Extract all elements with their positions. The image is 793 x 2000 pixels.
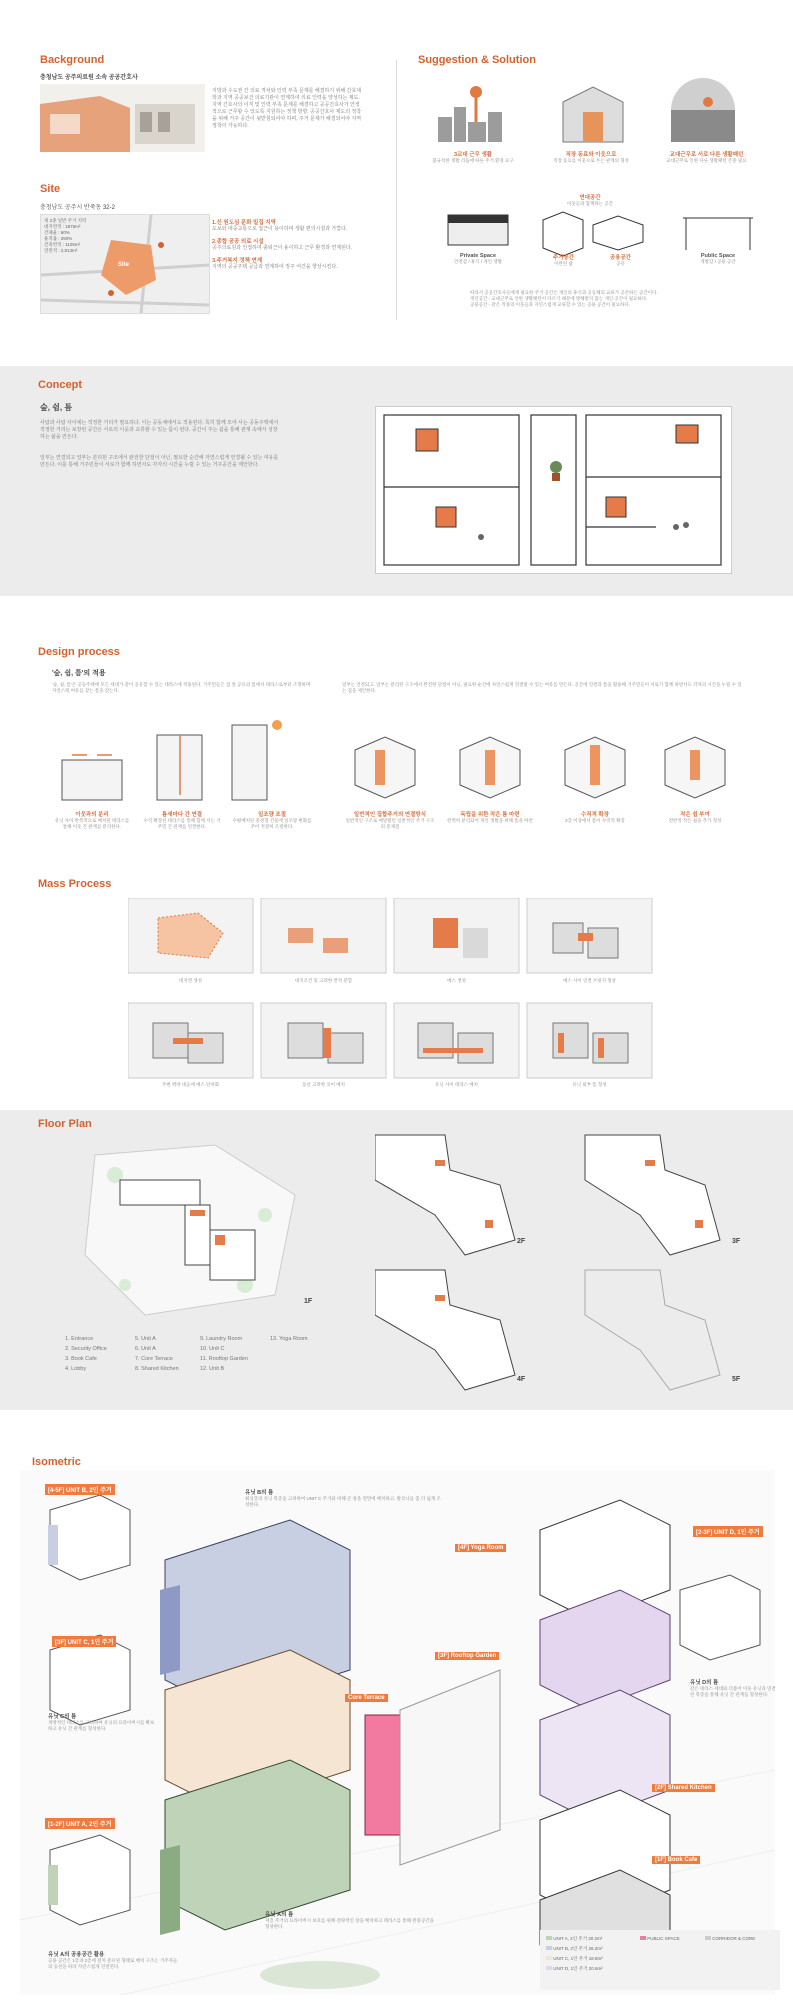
suggestion-center (540, 193, 640, 207)
iso-legend-label: CORRIDOR & CORE (712, 1936, 756, 1941)
design-step (445, 810, 535, 824)
site-map-label: Site (118, 262, 130, 268)
suggestion-footer-line: 따라서 공공간호사들에게 필요한 주거 공간은 개인의 휴식과 공동체의 교류가 공존하는 공간이다. (470, 290, 658, 295)
design-step (142, 810, 222, 830)
iso-legend-area: 18.8m² (588, 1956, 603, 1961)
suggestion-footer (470, 290, 760, 308)
design-step-title: 독립을 위한 작은 틈 마련 (460, 812, 520, 818)
site-info-line: 대지면적 : 1875m² (44, 224, 81, 229)
suggestion-bottom-title: 주거공간 (552, 255, 575, 261)
site-point-text: 공주의료원과 인접하여 출퇴근이 용이하고 근무 환경과 연계된다. (212, 245, 353, 251)
floor-label: 1F (304, 1298, 313, 1305)
design-step-text: 완벽히 분리되어 개인 생활을 위해 틈을 마련 (447, 818, 533, 823)
iso-legend-item (640, 1936, 680, 1941)
background-image (40, 84, 205, 152)
floor-legend-item: 1. Entrance (65, 1336, 94, 1342)
mass-caption: 동선 고려한 코어 배치 (302, 1082, 345, 1087)
design-step (550, 810, 640, 824)
legend-swatch-icon (705, 1936, 711, 1940)
iso-legend-label: UNIT A, 2인 주거 (553, 1936, 587, 1941)
iso-tag-yoga: [4F] Yoga Room (455, 1544, 506, 1552)
suggestion-footer-line: 공용공간 - 같은 직종의 이웃들과 자연스럽게 교류할 수 있는 공용 공간이 필요하다. (470, 302, 630, 307)
legend-swatch-icon (546, 1946, 552, 1950)
suggestion-item-text: 직장 동료를 이웃으로 두는 관계의 형성 (553, 158, 629, 163)
floor-legend-item: 10. Unit C (200, 1346, 225, 1352)
iso-legend-item (546, 1936, 602, 1942)
iso-note-title: 유닛 B의 틈 (245, 1490, 274, 1496)
mass-caption: 대지면 생성 (179, 978, 202, 983)
site-address: 충청남도 공주시 반죽동 32-2 (40, 205, 115, 211)
suggestion-bottom-text: 이완된 삶 (554, 261, 573, 266)
mass-title: Mass Process (38, 878, 112, 890)
iso-legend (540, 1930, 780, 1990)
site-info-line: 제 2종 일반 주거 지역 (44, 218, 87, 223)
design-step (345, 810, 435, 830)
legend-swatch-icon (546, 1956, 552, 1960)
suggestion-bottom-text: 개방감 / 공용 공간 (700, 259, 736, 264)
background-text: 지방과 수도권 간 의료 격차와 인력 부족 문제를 해결하기 위해 간호대학과 지역 공공보건 의료기관이 연계하여 의료 인력을 양성하는 제도. 지역 간호사의 이직 및 인력 부족 문제를 해결하고 공공간호사가 안정적으로 근무할 수 있도록 지원하는 정책 방향. 공공간호사 제도의 정착을 위해 거주 공간이 뒷받침되어야 하며, 주거 문제가 해결되어야 지역 정착이 가능하다. (212, 88, 362, 129)
mass-caption: 매스 생성 (447, 978, 466, 983)
iso-note-title: 유닛 A의 틈 (265, 1912, 294, 1918)
design-step (232, 810, 312, 830)
iso-legend-label: UNIT B, 2인 주거 (553, 1946, 588, 1951)
site-point-title: 3.주거복지 정책 연계 (212, 258, 263, 264)
site-point-text: 도보와 대중교통으로 접근이 용이하며 생활 편의시설과 가깝다. (212, 226, 348, 232)
floor-legend-item: 3. Book Cafe (65, 1356, 97, 1362)
floor-legend-item: 6. Unit A (135, 1346, 156, 1352)
floor-legend-item: 4. Lobby (65, 1366, 87, 1372)
iso-legend-label: PUBLIC SPACE (647, 1936, 680, 1941)
suggestion-item-title: 교대근무로 서로 다른 생활패턴 (669, 152, 744, 158)
iso-note (48, 1950, 178, 1970)
floor-plan-1f (65, 1135, 325, 1325)
iso-legend-label: UNIT C, 1인 주거 (553, 1956, 588, 1961)
concept-sketch (375, 406, 732, 574)
suggestion-item (536, 150, 646, 164)
suggestion-bottom-title: Public Space (700, 253, 736, 259)
floor-legend-item: 11. Rooftop Garden (200, 1356, 248, 1362)
suggestion-item (650, 150, 763, 164)
iso-title: Isometric (32, 1456, 81, 1468)
concept-title: Concept (38, 379, 82, 391)
iso-legend-area: 30.2m² (588, 1936, 603, 1941)
suggestion-center-title: 연대공간 (579, 195, 601, 201)
suggestion-item-text: 불규칙한 생활 리듬에 따른 주거 환경 요구 (432, 158, 514, 163)
iso-legend-area: 26.2m² (588, 1946, 603, 1951)
site-point-title: 1.신 원도심 문화 밀집 지역 (212, 220, 276, 226)
iso-note-title: 유닛 D의 틈 (690, 1680, 719, 1686)
legend-swatch-icon (640, 1936, 646, 1940)
iso-tag-kitchen: [2F] Shared Kitchen (652, 1784, 715, 1792)
legend-swatch-icon (546, 1966, 552, 1970)
design-step-text: 일반적인 구조로 매달렸던 일반적인 주거 구조의 문제점 (345, 818, 435, 829)
iso-legend-area: 20.6m² (588, 1966, 603, 1971)
suggestion-bottom-text: 공유 (616, 261, 625, 266)
design-title: Design process (38, 646, 120, 658)
legend-swatch-icon (546, 1936, 552, 1940)
design-step-title: 수직적 확장 (580, 812, 610, 818)
suggestion-item-title: 3교대 근무 생활 (454, 152, 492, 158)
site-points (212, 218, 362, 271)
floor-legend-item: 5. Unit A (135, 1336, 156, 1342)
iso-legend-item (546, 1956, 603, 1962)
floor-title: Floor Plan (38, 1118, 92, 1130)
site-info-line: 용적률 : 250% (44, 236, 73, 241)
site-info-line: 건폐율 : 60% (44, 230, 70, 235)
iso-legend-item (546, 1946, 603, 1952)
iso-note (245, 1488, 445, 1508)
iso-legend-label: UNIT D, 1인 주거 (553, 1966, 588, 1971)
iso-note-text: 개방적인 테라스를 고려하여 유닛의 프라이버시를 확보하고 유닛 간 관계를 형성한다. (48, 1720, 155, 1731)
design-step (52, 810, 132, 830)
suggestion-item-title: 직장 동료와 이웃으로 (565, 152, 617, 158)
suggestion-item-text: 교대근무로 인한 다른 생활패턴 존중 필요 (666, 158, 747, 163)
suggestion-title: Suggestion & Solution (418, 54, 536, 66)
suggestion-bottom-item (536, 253, 591, 267)
iso-note (48, 1712, 158, 1732)
site-info-line: 건축면적 : 1125m² (44, 242, 81, 247)
mass-caption: 유닛 사이 테라스 배치 (435, 1082, 478, 1087)
floor-legend-item: 2. Security Office (65, 1346, 107, 1352)
suggestion-bottom-item (683, 253, 753, 265)
iso-note-text: 같은 테라스 세대와 더불어 이웃 유닛과 연결된 복층을 통해 유닛 간 관계를 형성한다. (690, 1686, 776, 1697)
design-step-text: 유닛 사이 반복적으로 배치된 테라스를 통해 이웃 간 관계를 분리한다. (54, 818, 130, 829)
section-divider (396, 60, 397, 320)
background-subtitle: 충청남도 공주의료원 소속 공공간호사 (40, 75, 138, 81)
floor-label: 2F (517, 1238, 526, 1245)
design-right-diagrams (345, 735, 745, 805)
design-step-text: 전반적 작은 쉼을 추가 형성 (668, 818, 722, 823)
site-title: Site (40, 183, 61, 195)
design-step (650, 810, 740, 824)
floor-legend-item: 8. Shared Kitchen (135, 1366, 179, 1372)
design-intro-left: '숲, 쉼, 틈'은 공동주택에 모든 세대가 같이 공유할 수 있는 테라스에 적용된다. 거주민들은 집 앞 공유의 틈에서 테라스로부터 조망하며 자연스레 여유를 찾는 틈을 갖는다. (52, 682, 311, 693)
iso-tag-cafe: [1F] Book Cafe (652, 1856, 700, 1864)
iso-tag-unit-d: [2-3F] UNIT D, 1인 주거 (693, 1526, 763, 1537)
design-step-title: 일반적인 집합주거의 연결방식 (353, 812, 427, 818)
iso-legend-item (705, 1936, 755, 1941)
design-step-text: 수평배치된 중정형 건물에 일조량 변화를 주어 적절히 조절한다. (232, 818, 312, 829)
iso-note-text: 최상층의 유닛 복층을 고려하여 UNIT C 주거와 비해 큰 창을 전면에 배치하고, 발코니를 좀 더 넓게 조성한다. (245, 1496, 441, 1507)
floor-label: 4F (517, 1376, 526, 1383)
floor-label: 5F (732, 1376, 741, 1383)
iso-note (690, 1678, 780, 1698)
design-step-text: 2층 이상에서 틈이 수직적 확장 (565, 818, 625, 823)
site-map-info (44, 218, 104, 254)
suggestion-footer-line: 개인공간 - 교대근무로 인한 생활패턴이 다르기 때문에 방해받지 않는 개인 공간이 필요하다. (470, 296, 648, 301)
concept-subtitle: 숲, 쉼, 틈 (40, 403, 73, 412)
design-step-title: 틈새마다 간 연결 (161, 812, 203, 818)
iso-note-text: 저층 주거의 프라이버시 보호를 위해 전략적인 창을 배치하고 테라스를 통해 완충공간을 형성한다. (265, 1918, 434, 1929)
suggestion-item (418, 150, 528, 164)
floor-legend-item: 7. Core Terrace (135, 1356, 173, 1362)
design-left-diagrams (52, 715, 312, 805)
site-info-line: 연면적 : 2,813m² (44, 248, 78, 253)
iso-note-title: 유닛 A의 공용공간 활용 (48, 1952, 105, 1958)
design-step-title: 일조량 조절 (257, 812, 287, 818)
iso-tag-roof: [3F] Rooftop Garden (435, 1652, 499, 1660)
suggestion-bottom-item (448, 253, 508, 265)
iso-legend-item (546, 1966, 603, 1972)
floor-legend-item: 12. Unit B (200, 1366, 225, 1372)
iso-note (265, 1910, 435, 1930)
floor-label: 3F (732, 1238, 741, 1245)
site-point-text: 지역의 공공주택 공급과 연계하여 정주 여건을 향상시킨다. (212, 264, 338, 270)
iso-tag-core: Core Terrace (345, 1694, 388, 1702)
iso-tag-unit-c: [3F] UNIT C, 1인 주거 (52, 1636, 116, 1647)
design-step-title: 작은 쉼 부여 (680, 812, 710, 818)
mass-caption: 대지조건 및 고려한 면적 분할 (294, 978, 353, 983)
suggestion-bottom-title: Private Space (459, 253, 497, 259)
floor-legend-item: 13. Yoga Room (270, 1336, 308, 1342)
background-title: Background (40, 54, 105, 66)
suggestion-bottom-item (593, 253, 648, 267)
floor-plans-upper (375, 1130, 750, 1400)
design-intro-right: 일부는 연결되고, 일부는 분리된 구조에서 완전한 단절이 아닌, 필요한 순간에 자연스럽게 연결될 수 있는 여유를 만든다. 공간에 연결과 틈을 활용해 거주민들이 서로가 함께 하면서도 각자의 시간을 누릴 수 있는 집을 제안한다. (342, 682, 742, 693)
iso-note-text: 공용 공간은 1층과 2층에 걸쳐 분포된 형태로 배치 구조는 거주자들의 동선을 따라 자연스럽게 연결된다. (48, 1958, 178, 1969)
design-subtitle: '숲, 쉼, 틈'의 적용 (52, 670, 106, 677)
design-step-title: 이웃과의 분리 (75, 812, 109, 818)
mass-caption: 매스 사이 연결 브릿지 형성 (563, 978, 616, 983)
mass-caption: 유닛 외부 틈 형성 (572, 1082, 607, 1087)
iso-note-title: 유닛 C의 틈 (48, 1714, 77, 1720)
suggestion-bottom-title: 공용공간 (609, 255, 632, 261)
mass-caption: 주변 맥락 대응에 매스 단차화 (161, 1082, 220, 1087)
iso-tag-unit-a: [1-2F] UNIT A, 2인 주거 (45, 1818, 115, 1829)
floor-legend-item: 9. Laundry Room (200, 1336, 243, 1342)
mass-grid (128, 898, 653, 1098)
site-point-title: 2.종합 공공 의료 시설 (212, 239, 264, 245)
concept-paragraph: 일부는 연결되고 일부는 분리된 구조에서 완전한 단절이 아닌, 필요한 순간에 자연스럽게 연결될 수 있는 여유를 만든다. 이를 통해 거주민들이 서로가 함께 하면서도 각자의 시간을 누릴 수 있는 거주공간을 제안한다. (40, 455, 279, 468)
iso-tag-unit-b: [4-5F] UNIT B, 2인 주거 (45, 1484, 115, 1495)
design-step-text: 수직 확장된 테라스를 통해 함께 서는 거주민 간 관계를 연결한다. (143, 818, 221, 829)
concept-paragraph: 사람과 사람 사이에는 적정한 거리가 필요하다. 이는 공동체에서도 적용된다. 특히 함께 모여 사는 공동주택에서 적정한 거리는 보장된 공간은 서로의 이웃과 교류할 수 있는 틈이 된다. 공간이 주는 쉼을 통해 관계 속에서 성장하는 삶을 만든다. (40, 420, 279, 440)
suggestion-center-sub: 이웃들과 함께하는 공간 (567, 201, 613, 206)
suggestion-bottom-text: 안전감 / 휴식 / 개인 생활 (454, 259, 502, 264)
